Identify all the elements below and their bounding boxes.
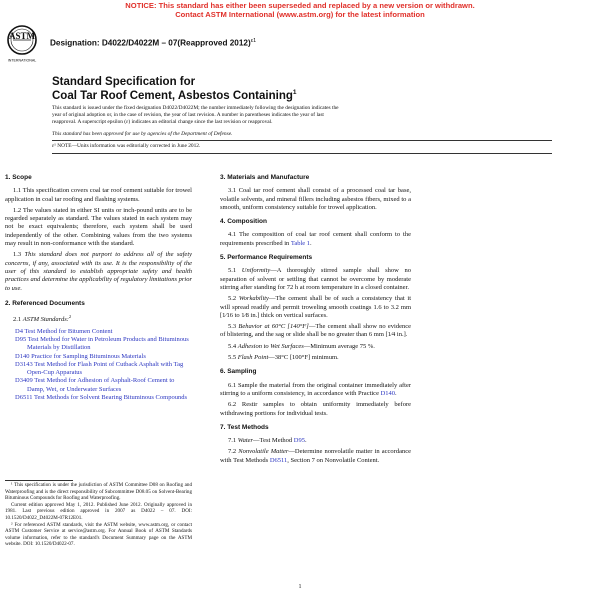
paragraph-1-2: 1.2 The values stated in either SI units or inch-pound units are to be regarded separately as standard. The values stated in each system may not be exact equivalents; therefore, each system shall be used independently of the other. Combining values from the two systems may result in non-conformance with the standard. xyxy=(5,206,192,248)
method-label: Nonvolatile Matter xyxy=(238,448,289,456)
requirement-text: —Minimum average 75 %. xyxy=(303,342,375,350)
reference-code-link[interactable]: D140 xyxy=(15,352,30,360)
notice-banner xyxy=(0,1,600,19)
paragraph-1-1: 1.1 This specification covers coal tar roof cement suitable for trowel application in coal tar roofing and flashing systems. xyxy=(5,187,192,203)
paragraph-number: 1.3 xyxy=(13,251,22,259)
paragraph-6-2: 6.2 Restir samples to obtain uniformity immediately before withdrawing portions for individual tests. xyxy=(220,401,411,417)
right-column xyxy=(220,174,411,468)
d140-link[interactable]: D140 xyxy=(380,389,396,397)
reference-code-link[interactable]: D4 xyxy=(15,327,23,335)
requirement-text: —The cement shall show no evidence of blistering, and the sag or slide shall be no greater than 6 mm [1⁄4 in.]. xyxy=(220,323,412,339)
paragraph-6-1 xyxy=(220,382,411,399)
paragraph-5-3 xyxy=(220,323,411,340)
astm-standards-label: ASTM Standards: xyxy=(22,316,69,324)
method-text: , Section 7 on Nonvolatile Content. xyxy=(287,456,380,464)
left-column xyxy=(5,174,192,402)
paragraph-number: 5.5 xyxy=(228,354,237,362)
section-heading: 3. Materials and Manufacture xyxy=(220,174,310,181)
reference-title-link[interactable]: Test Method for Bitumen Content xyxy=(24,327,113,335)
title-line-1: Standard Specification for xyxy=(52,76,196,88)
paragraph-5-1 xyxy=(220,267,411,292)
reference-title-link[interactable]: Test Method for Water in Petroleum Products and Bituminous Materials by Distillation xyxy=(27,335,189,352)
logo-subtitle: INTERNATIONAL xyxy=(7,58,37,63)
reference-item xyxy=(15,336,192,353)
paragraph-number: 5.2 xyxy=(228,295,237,303)
reference-code-link[interactable]: D95 xyxy=(15,335,27,343)
title-line-2 xyxy=(52,89,297,102)
paragraph-number: 7.2 xyxy=(228,448,237,456)
paragraph-number: 2.1 xyxy=(13,316,22,324)
paragraph-text: 6.1 Sample the material from the original container immediately after stirring to a uniform consistency, in accordance with Practice xyxy=(220,381,411,397)
section-heading: 6. Sampling xyxy=(220,368,257,376)
punctuation: . xyxy=(395,389,397,397)
reference-item xyxy=(15,394,192,402)
paragraph-5-5 xyxy=(220,354,411,362)
intro-line-2: year of original adoption or, in the case of revision, the year of last revision. A number in parentheses indicates the year of last xyxy=(52,112,324,118)
paragraph-number: 7.1 xyxy=(228,437,237,445)
reference-title-link[interactable]: Practice for Sampling Bituminous Materials xyxy=(31,352,146,360)
method-text: —Test Method xyxy=(253,437,293,445)
d6511-link[interactable]: D6511 xyxy=(269,456,288,464)
section-heading: 5. Performance Requirements xyxy=(220,254,313,262)
safety-caveat: This standard does not purport to address all of the safety concerns, if any, associated with its use. It is the responsibility of the user of this standard to establish appropriate safety and health practices and determine the applicability of regulatory limitations prior to use. xyxy=(5,251,193,292)
reference-code-link[interactable]: D6511 xyxy=(15,393,33,401)
title-footnote-ref: 1 xyxy=(292,89,297,96)
paragraph-7-1 xyxy=(220,437,411,445)
designation xyxy=(50,38,256,48)
reference-item xyxy=(15,361,192,378)
paragraph-number: 5.4 xyxy=(228,342,237,350)
footnote-divider xyxy=(5,480,73,481)
editorial-note: ε¹ NOTE—Units information was editorially corrected in June 2012. xyxy=(52,143,201,149)
reference-code-link[interactable]: D3409 xyxy=(15,377,33,385)
footnotes xyxy=(5,482,192,548)
paragraph-number: 5.3 xyxy=(228,323,237,331)
section-heading: 4. Composition xyxy=(220,218,267,226)
astm-logo xyxy=(5,25,39,63)
paragraph-text: 4.1 The composition of coal tar roof cement shall conform to the requirements prescribed in xyxy=(220,231,411,247)
logo-text: ASTM xyxy=(8,31,36,41)
title-text: Coal Tar Roof Cement, Asbestos Containing xyxy=(52,89,293,102)
paragraph-5-2 xyxy=(220,295,411,320)
method-text: —Determine nonvolatile matter in accordance with Test Methods xyxy=(220,448,412,464)
reference-title-link[interactable]: Test Method for Flash Point of Cutback Asphalt with Tag Open-Cup Apparatus xyxy=(27,360,184,377)
requirement-label: Uniformity xyxy=(241,267,271,275)
divider xyxy=(52,153,552,154)
punctuation: . xyxy=(310,239,312,247)
reference-title-link[interactable]: Test Methods for Solvent Bearing Bituminous Compounds xyxy=(33,393,187,401)
designation-epsilon: ε1 xyxy=(250,38,257,44)
paragraph-7-2 xyxy=(220,448,411,465)
notice-line-1: NOTICE: This standard has either been superseded and replaced by a new version or withdrawn. xyxy=(125,1,475,10)
requirement-label: Workability xyxy=(238,295,269,303)
reference-item xyxy=(15,353,192,361)
paragraph-3-1: 3.1 Coal tar roof cement shall consist of a processed coal tar base, volatile solvents, and mineral fillers including asbestos fibers, mixed to a smooth, uniform consistency suitable for trowel application. xyxy=(220,187,411,211)
d95-link[interactable]: D95 xyxy=(293,437,305,445)
intro-line-1: This standard is issued under the fixed designation D4022/D4022M; the number immediately following the designation indicates the xyxy=(52,105,339,111)
reference-item xyxy=(15,377,192,394)
punctuation: . xyxy=(304,437,307,445)
table-1-link[interactable]: Table 1 xyxy=(290,239,311,247)
footnote: ² For referenced ASTM standards, visit the ASTM website, www.astm.org, or contact ASTM Customer Service at service@astm.org. For Annual Book of ASTM Standards volume information, refer to the standard's Document Summary page on the ASTM website. DOI: 10.1520/D4022-07. xyxy=(5,521,192,548)
requirement-label: Adhesion to Wet Surfaces xyxy=(237,342,304,350)
section-heading: 1. Scope xyxy=(5,174,32,181)
page-number: 1 xyxy=(298,584,302,590)
reference-code-link[interactable]: D3143 xyxy=(15,360,33,368)
paragraph-number: 5.1 xyxy=(228,267,237,275)
intro-line-3: reapproval. A superscript epsilon (ε) indicates an editorial change since the last revision or reapproval. xyxy=(52,119,273,125)
requirement-text: —38°C [100°F] minimum. xyxy=(268,354,339,362)
footnote: ¹ This specification is under the jurisdiction of ASTM Committee D08 on Roofing and Waterproofing and is the direct responsibility of Subcommittee D08.05 on Solvent-Bearing Bituminous Compounds for Roofing and Waterproofing. xyxy=(5,482,192,502)
paragraph-4-1 xyxy=(220,231,411,248)
requirement-label: Behavior at 60°C [140°F] xyxy=(238,323,309,331)
dod-approval: This standard has been approved for use by agencies of the Department of Defense. xyxy=(52,131,233,137)
requirement-label: Flash Point xyxy=(237,354,269,362)
section-heading: 7. Test Methods xyxy=(220,423,269,431)
requirement-text: —The cement shall be of such a consistency that it will spread readily and permit troweling smooth coatings 1.6 to 3.2 mm [1⁄16 to 1⁄8 in.] thick on vertical surfaces. xyxy=(220,295,412,319)
method-label: Water xyxy=(237,437,254,445)
divider xyxy=(52,140,552,141)
section-heading: 2. Referenced Documents xyxy=(5,299,85,307)
paragraph-5-4 xyxy=(220,343,411,351)
reference-title-link[interactable]: Test Method for Adhesion of Asphalt-Roof Cement to Damp, Wet, or Underwater Surfaces xyxy=(27,377,175,393)
notice-line-2: Contact ASTM International (www.astm.org) for the latest information xyxy=(175,10,425,19)
paragraph-2-1 xyxy=(5,313,192,324)
requirement-text: —A thoroughly stirred sample shall show no separation of solvent or settling that cannot be overcome by moderate stirring after standing for 72 h at room temperature in a closed container. xyxy=(220,267,411,291)
reference-item xyxy=(15,328,192,336)
paragraph-1-3 xyxy=(5,251,192,292)
footnote-ref: 2 xyxy=(68,314,72,320)
footnote: Current edition approved May 1, 2012. Published June 2012. Originally approved in 1981. Last previous edition approved in 2007 as D4022 – 07. DOI: 10.1520/D4022_D4022M-07R12E01. xyxy=(5,501,192,521)
designation-text: Designation: D4022/D4022M – 07(Reapproved 2012) xyxy=(50,38,251,48)
